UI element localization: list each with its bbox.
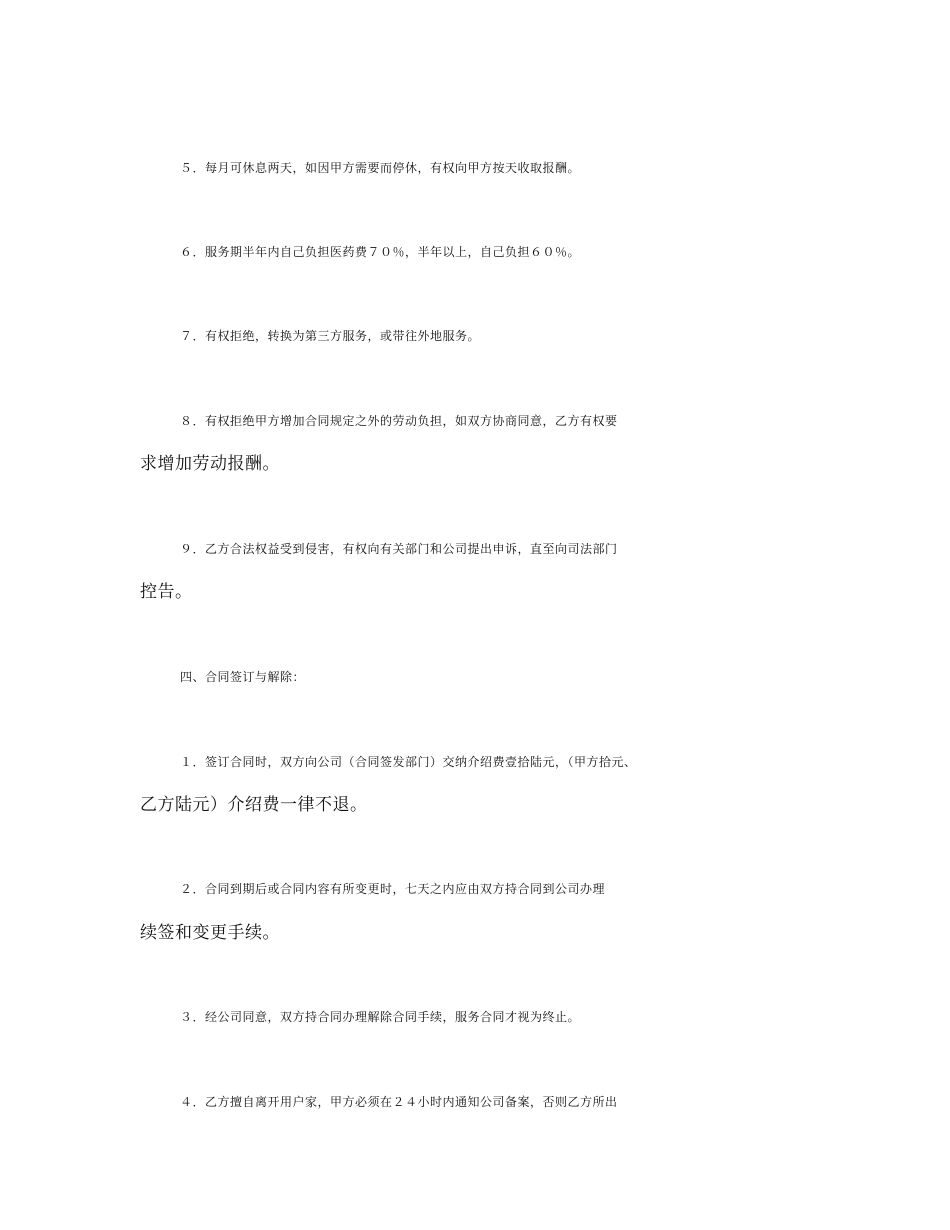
clause-6: ６．服务期半年内自己负担医药费７０％，半年以上，自己负担６０％。 [180,245,581,259]
clause-1-line-1: １．签订合同时，双方向公司（合同签发部门）交纳介绍费壹拾陆元，（甲方拾元、 [180,755,637,769]
clause-9-line-1: ９．乙方合法权益受到侵害，有权向有关部门和公司提出申诉，直至向司法部门 [180,542,618,556]
clause-2-line-2: 续签和变更手续。 [140,923,280,943]
clause-8-line-1: ８．有权拒绝甲方增加合同规定之外的劳动负担，如双方协商同意，乙方有权要 [180,414,618,428]
clause-7: ７．有权拒绝，转换为第三方服务，或带往外地服务。 [180,329,481,343]
section-heading: 四、合同签订与解除： [180,670,306,684]
clause-9-line-2: 控告。 [140,582,193,602]
clause-1-line-2: 乙方陆元）介绍费一律不退。 [140,795,368,815]
clause-5: ５．每月可休息两天，如因甲方需要而停休，有权向甲方按天收取报酬。 [180,161,581,175]
clause-8-line-2: 求增加劳动报酬。 [140,454,280,474]
clause-3: ３．经公司同意，双方持合同办理解除合同手续，服务合同才视为终止。 [180,1010,581,1024]
clause-4-line-1: ４．乙方擅自离开用户家，甲方必须在２４小时内通知公司备案，否则乙方所出 [180,1095,618,1109]
clause-2-line-1: ２．合同到期后或合同内容有所变更时，七天之内应由双方持合同到公司办理 [180,882,606,896]
